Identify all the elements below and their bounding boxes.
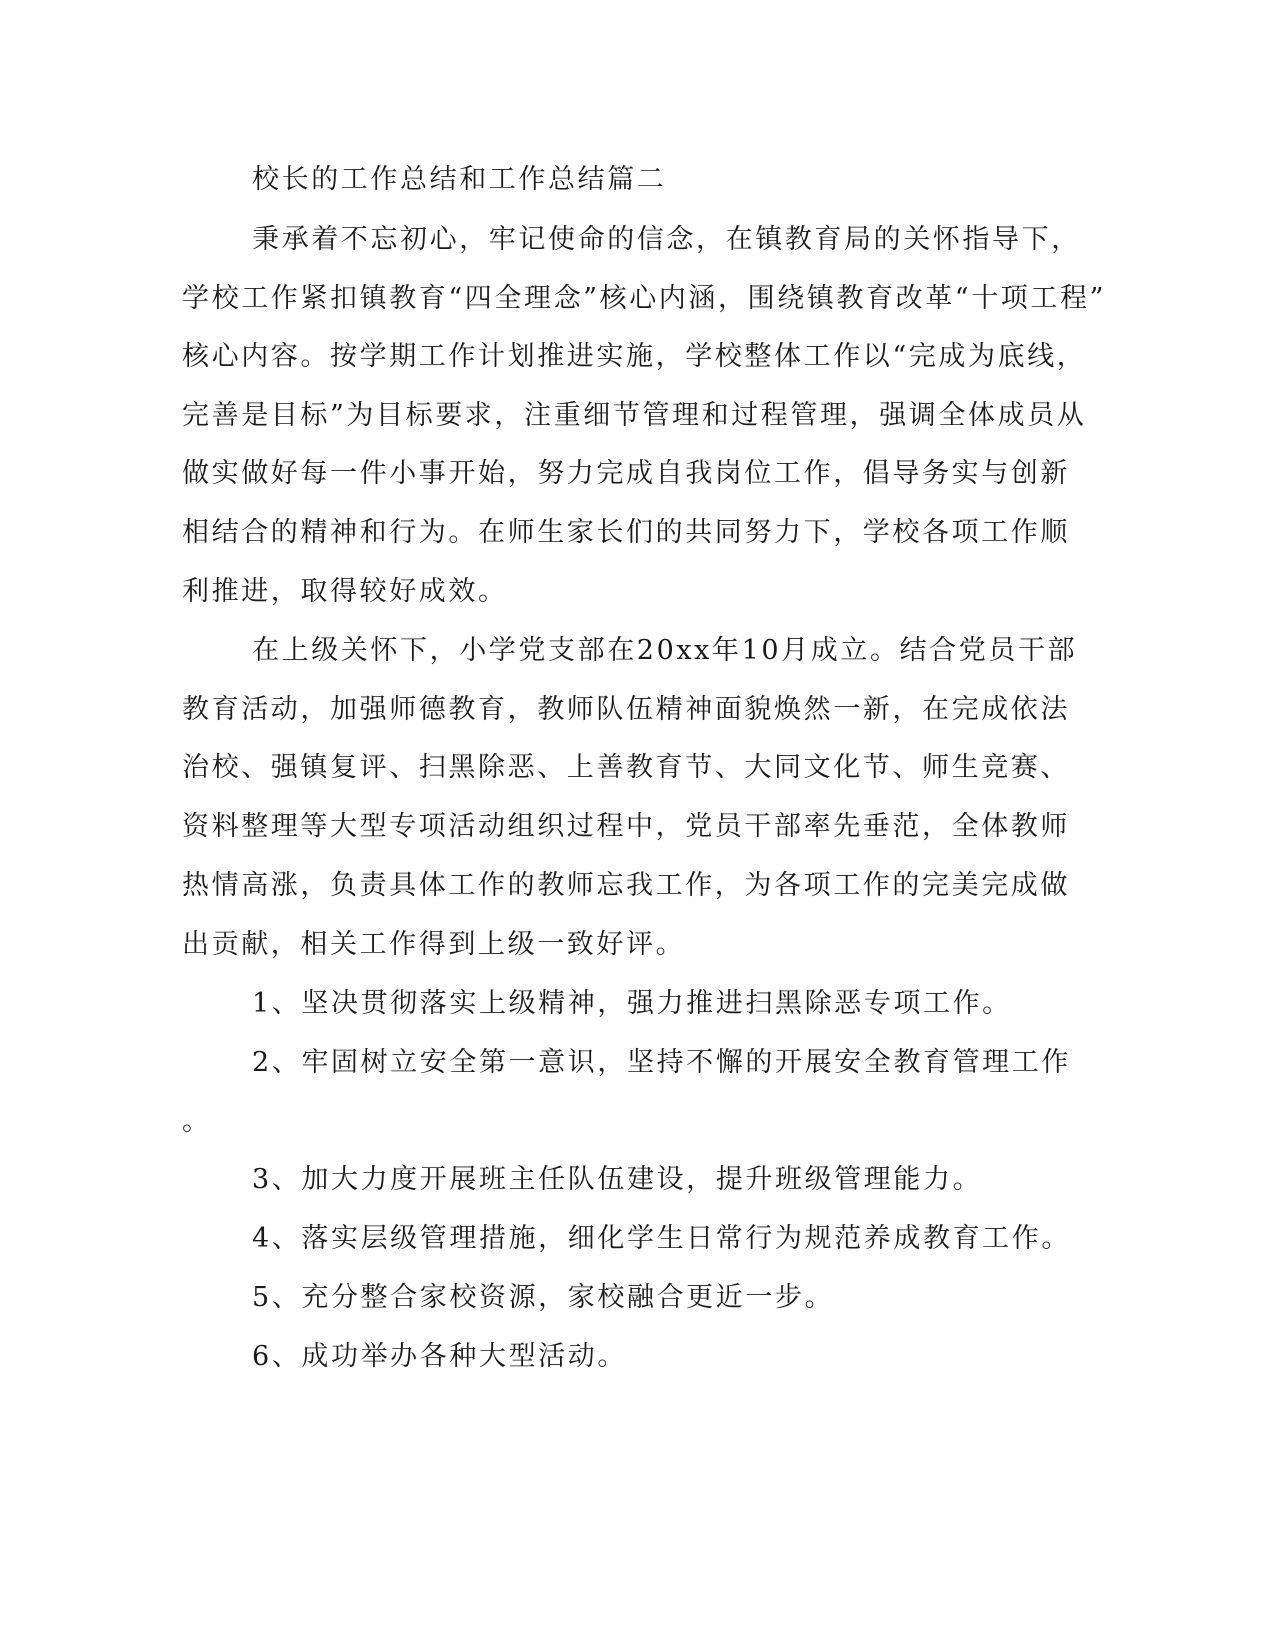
paragraph-1-line-3: 核心内容。按学期工作计划推进实施，学校整体工作以“完成为底线，: [182, 341, 1087, 372]
list-item-3: 3、加大力度开展班主任队伍建设，提升班级管理能力。: [252, 1164, 983, 1195]
paragraph-2-line-2: 教育活动，加强师德教育，教师队伍精神面貌焕然一新，在完成依法: [182, 694, 1070, 725]
list-item-4: 4、落实层级管理措施，细化学生日常行为规范养成教育工作。: [252, 1223, 1071, 1254]
paragraph-2-line-6: 出贡献，相关工作得到上级一致好评。: [182, 929, 686, 960]
paragraph-1-line-6: 相结合的精神和行为。在师生家长们的共同努力下，学校各项工作顺: [182, 517, 1070, 548]
paragraph-1-line-2: 学校工作紧扣镇教育“四全理念”核心内涵，围绕镇教育改革“十项工程”: [182, 283, 1107, 314]
list-item-2: 2、牢固树立安全第一意识，坚持不懈的开展安全教育管理工作: [252, 1047, 1071, 1078]
paragraph-1-line-7: 利推进，取得较好成效。: [182, 576, 508, 607]
paragraph-1-line-5: 做实做好每一件小事开始，努力完成自我岗位工作，倡导务实与创新: [182, 458, 1070, 489]
paragraph-2-line-1: 在上级关怀下，小学党支部在20xx年10月成立。结合党员干部: [252, 635, 1078, 666]
paragraph-2-line-4: 资料整理等大型专项活动组织过程中，党员干部率先垂范，全体教师: [182, 811, 1070, 842]
paragraph-1-line-4: 完善是目标”为目标要求，注重细节管理和过程管理，强调全体成员从: [182, 400, 1087, 431]
list-item-2-continuation: 。: [182, 1106, 212, 1137]
list-item-6: 6、成功举办各种大型活动。: [252, 1341, 627, 1372]
list-item-1: 1、坚决贯彻落实上级精神，强力推进扫黑除恶专项工作。: [252, 988, 1012, 1019]
paragraph-1-line-1: 秉承着不忘初心，牢记使命的信念，在镇教育局的关怀指导下，: [252, 224, 1081, 255]
paragraph-2-line-5: 热情高涨，负责具体工作的教师忘我工作，为各项工作的完美完成做: [182, 870, 1070, 901]
paragraph-2-line-3: 治校、强镇复评、扫黑除恶、上善教育节、大同文化节、师生竞赛、: [182, 752, 1070, 783]
list-item-5: 5、充分整合家校资源，家校融合更近一步。: [252, 1282, 835, 1313]
document-title: 校长的工作总结和工作总结篇二: [252, 164, 667, 195]
